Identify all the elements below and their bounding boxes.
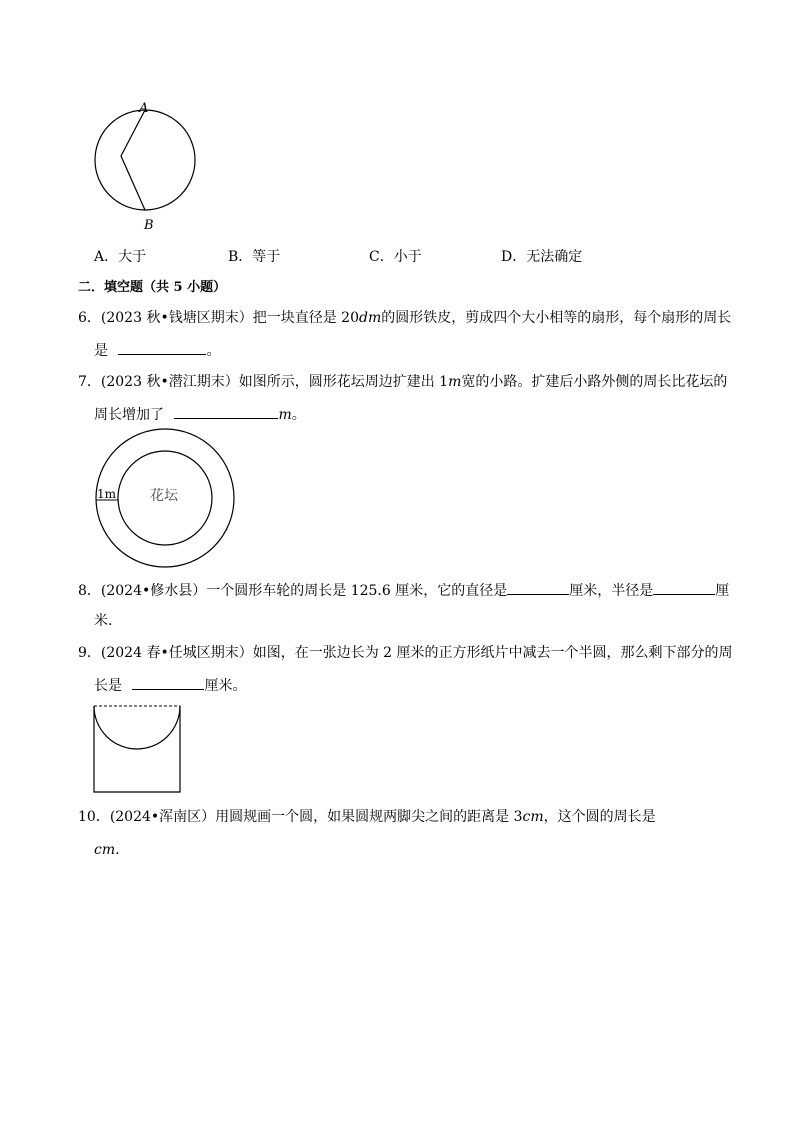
q8-mid: 厘米，半径是 [569,583,654,599]
question-8-line2 [94,611,112,631]
q9-line2-prefix: 长是 [94,678,122,694]
question-10 [78,807,656,827]
q10-suffix: ，这个圆的周长是 [543,809,656,825]
q9-text: 9．(2024 春•任城区期末）如图，在一张边长为 2 厘米的正方形纸片中减去一个半圆，那么剩下部分的周 [78,645,733,661]
option-c: C．小于 [369,249,422,265]
question-10-line2 [94,840,120,860]
q7-line2-prefix: 周长增加了 [94,407,164,423]
q6-answer-blank[interactable] [118,340,206,355]
figure-flower-bed [92,428,240,570]
q8-line2: 米. [94,613,113,629]
figure3-semicircle [94,706,180,749]
option-d: D．无法确定 [501,249,583,265]
q7-line2-unit: m [278,407,292,423]
q8-prefix: 8．(2024•修水县）一个圆形车轮的周长是 125.6 厘米，它的直径是 [78,583,508,599]
figure2-center-label: 花坛 [150,488,178,504]
option-a: A．大于 [94,249,147,265]
figure-circle-broken-chord [88,98,204,234]
q9-line2-suffix: 厘米。 [204,678,247,694]
q9-answer-blank[interactable] [132,675,204,690]
figure1-broken-line [121,110,145,210]
question-6 [78,308,731,328]
question-7 [78,372,727,392]
q6-suffix: 的圆形铁皮，剪成四个大小相等的扇形，每个扇形的周长 [381,310,732,326]
q10-unit: cm [522,809,544,825]
q7-unit: m [448,374,462,390]
q6-line2-prefix: 是 [94,343,108,359]
q7-answer-blank[interactable] [174,404,278,419]
q6-prefix: 6．(2023 秋•钱塘区期末）把一块直径是 20 [78,310,359,326]
q10-prefix: 10．(2024•浑南区）用圆规画一个圆，如果圆规两脚尖之间的距离是 3 [78,809,523,825]
q8-end: 厘 [715,583,730,599]
q10-line2-unit: cm [94,842,116,858]
q10-line2-suffix: . [115,842,120,858]
question-8 [78,580,729,601]
q7-suffix: 宽的小路。扩建后小路外侧的周长比花坛的 [461,374,728,390]
question-9 [78,643,733,663]
q7-line2-suffix: 。 [291,407,306,423]
q7-prefix: 7．(2023 秋•潜江期末）如图所示，圆形花坛周边扩建出 1 [78,374,449,390]
q8-radius-blank[interactable] [653,580,715,595]
q8-diameter-blank[interactable] [507,580,569,595]
section-title: 二．填空题（共 5 小题） [78,280,227,295]
figure1-label-b: B [144,218,154,233]
figure-square-semicircle [92,704,184,796]
q6-line2-suffix: 。 [206,343,221,359]
question-9-line2 [94,675,246,696]
figure1-label-a: A [139,101,149,116]
option-b: B．等于 [228,249,281,265]
figure2-width-label: 1m [97,487,117,501]
question-6-line2 [94,340,220,361]
figure1-circle [95,110,195,210]
question-7-line2 [94,404,306,425]
q6-unit: dm [358,310,382,326]
